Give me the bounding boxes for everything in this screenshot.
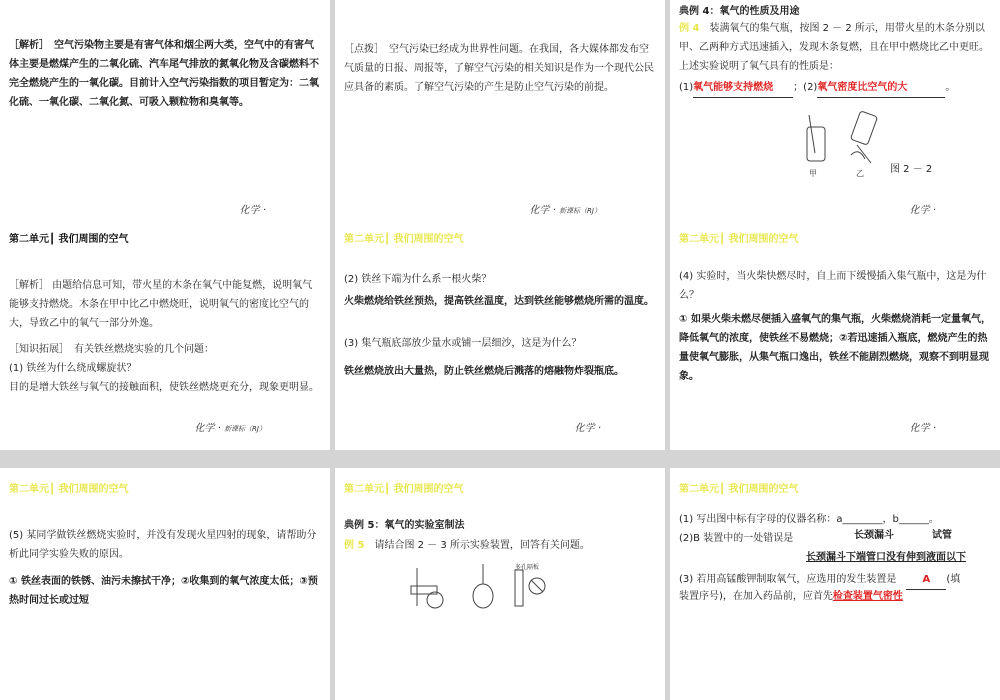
unit-header: 第二单元┃ 我们周围的空气 [344, 484, 464, 495]
slide-5 [335, 218, 665, 450]
example-heading: 典例 5：氧气的实验室制法 [344, 520, 465, 531]
unit-header: 第二单元┃ 我们周围的空气 [9, 484, 129, 495]
question-2: (2) 铁丝下端为什么系一根火柴？ [344, 274, 492, 285]
question-4: (4) 实验时，当火柴快燃尽时，自上而下缓慢插入集气瓶中，这是为什么？ [679, 271, 987, 301]
question-1: (1) 写出图中标有字母的仪器名称：a________，b______。 [679, 514, 939, 525]
answer-2: 氧气密度比空气的大 [817, 78, 945, 98]
answer-1: 氧气能够支持燃烧 [693, 78, 793, 98]
example-question: 例 4 装满氧气的集气瓶，按图 2 － 2 所示，用带火星的木条分别以甲、乙两种方式迅速插入，发现木条复燃，且在甲中燃烧比乙中更旺。上述实验说明了氧气具有的性质是： [679, 23, 989, 72]
unit-header: 第二单元┃ 我们周围的空气 [344, 234, 464, 245]
slide-2 [335, 0, 665, 232]
question-3-line2: 装置序号)，在加入药品前，应首先检查装置气密性 [679, 591, 903, 602]
slide-6 [670, 218, 1000, 450]
slide-9 [670, 468, 1000, 700]
figure-label-b: 乙 [856, 169, 864, 178]
slide-footer: 化学 · [909, 423, 936, 434]
figure-2-3-apparatus [405, 560, 605, 610]
answer-1: 目的是增大铁丝与氧气的接触面积，使铁丝燃烧更充分，现象更明显。 [9, 382, 319, 393]
example-question: 例 5 请结合图 2 － 3 所示实验装置，回答有关问题。 [344, 540, 590, 551]
unit-header: 第二单元┃ 我们周围的空气 [9, 234, 129, 245]
answer-3b: 检查装置气密性 [832, 591, 903, 602]
figure-caption: 图 2 － 2 [890, 164, 933, 175]
knowledge-extension-title: ［知识拓展］ 有关铁丝燃烧实验的几个问题： [9, 344, 214, 355]
figure-label-a: 甲 [809, 169, 817, 178]
answer-1a: 长颈漏斗 [854, 530, 894, 541]
answer-4: ① 如果火柴未燃尽便插入盛氧气的集气瓶，火柴燃烧消耗一定量氧气，降低氧气的浓度，使铁丝不易燃烧；②若迅速插入瓶底，燃烧产生的热量使氧气膨胀，从集气瓶口逸出，铁丝不能剧烈燃烧，观察不到明显现象。 [679, 314, 991, 382]
slide-7 [0, 468, 330, 700]
answer-3: A [906, 570, 946, 590]
unit-header: 第二单元┃ 我们周围的空气 [679, 484, 799, 495]
slide-footer: 化学 · [574, 423, 601, 434]
slide-1 [0, 0, 330, 232]
answer-2: 火柴燃烧给铁丝预热，提高铁丝温度，达到铁丝能够燃烧所需的温度。 [344, 296, 654, 307]
question-3: (3) 集气瓶底部放少量水或铺一层细沙，这是为什么？ [344, 338, 582, 349]
question-3: (3) 若用高锰酸钾制取氧气，应选用的发生装置是 A (填 [679, 570, 992, 590]
slide-footer: 化学 · 新课标（RJ） [529, 205, 601, 216]
answer-5: ① 铁丝表面的铁锈、油污未擦拭干净；②收集到的氧气浓度太低；③预热时间过长或过短 [9, 576, 318, 606]
question-1: (1) 铁丝为什么绕成螺旋状？ [9, 363, 137, 374]
example-heading: 典例 4：氧气的性质及用途 [679, 6, 800, 17]
question-5: (5) 某同学做铁丝燃烧实验时，并没有发现火星四射的现象，请帮助分析此同学实验失败的原因。 [9, 530, 317, 560]
question-2: (2)B 装置中的一处错误是 [679, 533, 794, 544]
figure-note: 多孔隔板 [515, 564, 540, 571]
answer-2: 长颈漏斗下端管口没有伸到液面以下 [806, 552, 966, 563]
analysis-text: ［解析］ 空气污染物主要是有害气体和烟尘两大类，空气中的有害气体主要是燃煤产生的二氧化硫、汽车尾气排放的氮氧化物及含碳燃料不完全燃烧产生的一氧化碳。目前计入空气污染指数的项目暂定为：二氧化硫、一氧化碳、二氧化氮、可吸入颗粒物和臭氧等。 [9, 40, 319, 108]
slide-footer: 化学 · 新课标（RJ） [194, 423, 266, 434]
tip-text: ［点拨］ 空气污染已经成为世界性问题。在我国，各大媒体都发布空气质量的日报、周报等，了解空气污染的相关知识是作为一个现代公民应具备的素质。了解空气污染的产生是防止空气污染的前提。 [344, 44, 654, 93]
slide-3 [670, 0, 1000, 232]
analysis-text: ［解析］ 由题给信息可知，带火星的木条在氧气中能复燃，说明氧气能够支持燃烧。木条在甲中比乙中燃烧旺，说明氧气的密度比空气的大，导致乙中的氧气一部分外逸。 [9, 280, 313, 329]
slide-footer: 化学 · [239, 205, 266, 216]
slide-8 [335, 468, 665, 700]
slide-footer: 化学 · [909, 205, 936, 216]
unit-header: 第二单元┃ 我们周围的空气 [679, 234, 799, 245]
answer-1b: 试管 [932, 530, 952, 541]
slide-4 [0, 218, 330, 450]
answer-3: 铁丝燃烧放出大量热，防止铁丝燃烧后溅落的熔融物炸裂瓶底。 [344, 366, 624, 377]
answer-line: (1)氧气能够支持燃烧 ；(2)氧气密度比空气的大 。 [679, 78, 992, 98]
